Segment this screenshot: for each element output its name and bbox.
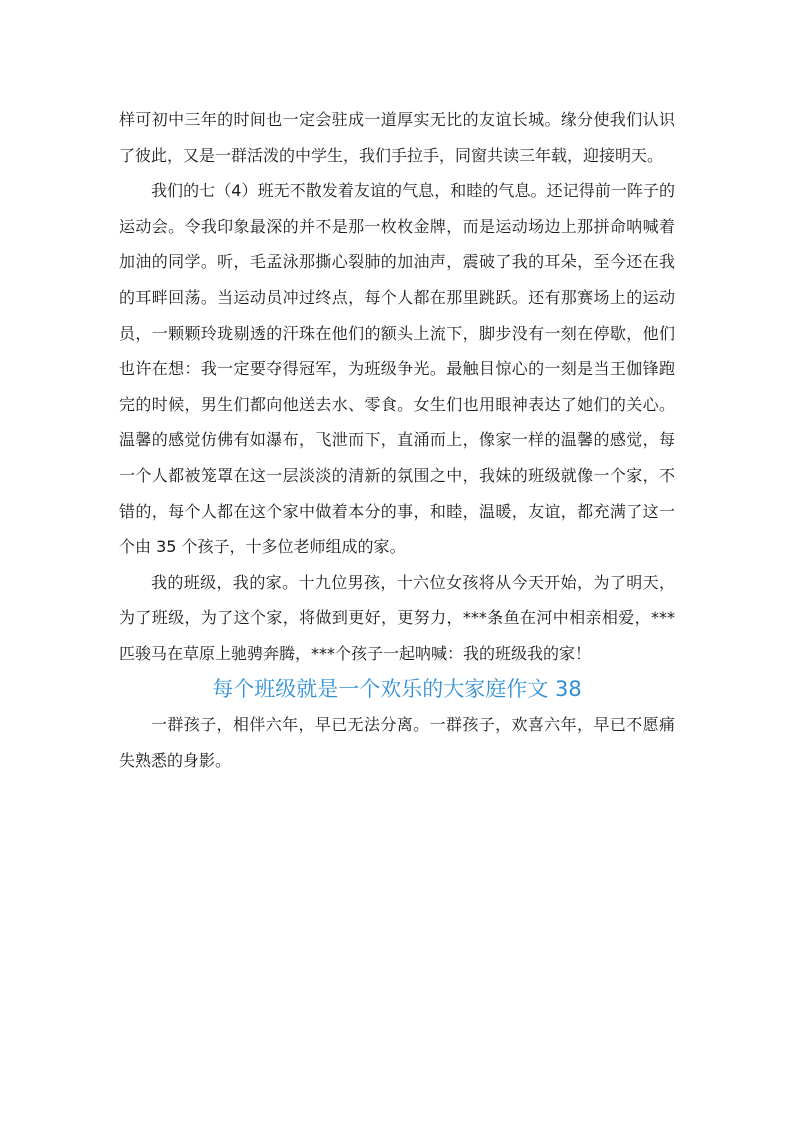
paragraph: 一群孩子，相伴六年，早已无法分离。一群孩子，欢喜六年，早已不愿痛失熟悉的身影。 (119, 715, 675, 770)
paragraph: 我们的七（4）班无不散发着友谊的气息，和睦的气息。还记得前一阵子的运动会。令我印象最深的并不是那一枚枚金牌，而是运动场边上那拼命呐喊着加油的同学。听，毛孟泳那撕心裂肺的加油声，震破了我的耳朵，至今还在我的耳畔回荡。当运动员冲过终点，每个人都在那里跳跃。还有那赛场上的运动员，一颗颗玲珑剔透的汗珠在他们的额头上流下，脚步没有一刻在停歇，他们也许在想：我一定要夺得冠军，为班级争光。最触目惊心的一刻是当王伽锋跑完的时候，男生们都向他送去水、零食。女生们也用眼神表达了她们的关心。温馨的感觉仿佛有如瀑布，飞泄而下，直涌而上，像家一样的温馨的感觉，每一个人都被笼罩在这一层淡淡的清新的氛围之中，我妹的班级就像一个家，不错的，每个人都在这个家中做着本分的事，和睦，温暖，友谊，都充满了这一个由 35 个孩子，十多位老师组成的家。 (119, 181, 675, 557)
document-body (119, 102, 675, 778)
paragraph: 样可初中三年的时间也一定会驻成一道厚实无比的友谊长城。缘分使我们认识了彼此，又是一群活泼的中学生，我们手拉手，同窗共读三年载，迎接明天。 (119, 110, 675, 165)
paragraph: 我的班级，我的家。十九位男孩，十六位女孩将从今天开始，为了明天，为了班级，为了这个家，将做到更好，更努力，***条鱼在河中相亲相爱，***匹骏马在草原上驰骋奔腾，***个孩子一起呐喊：我的班级我的家！ (119, 572, 675, 663)
section-heading: 每个班级就是一个欢乐的大家庭作文 38 (212, 676, 582, 701)
